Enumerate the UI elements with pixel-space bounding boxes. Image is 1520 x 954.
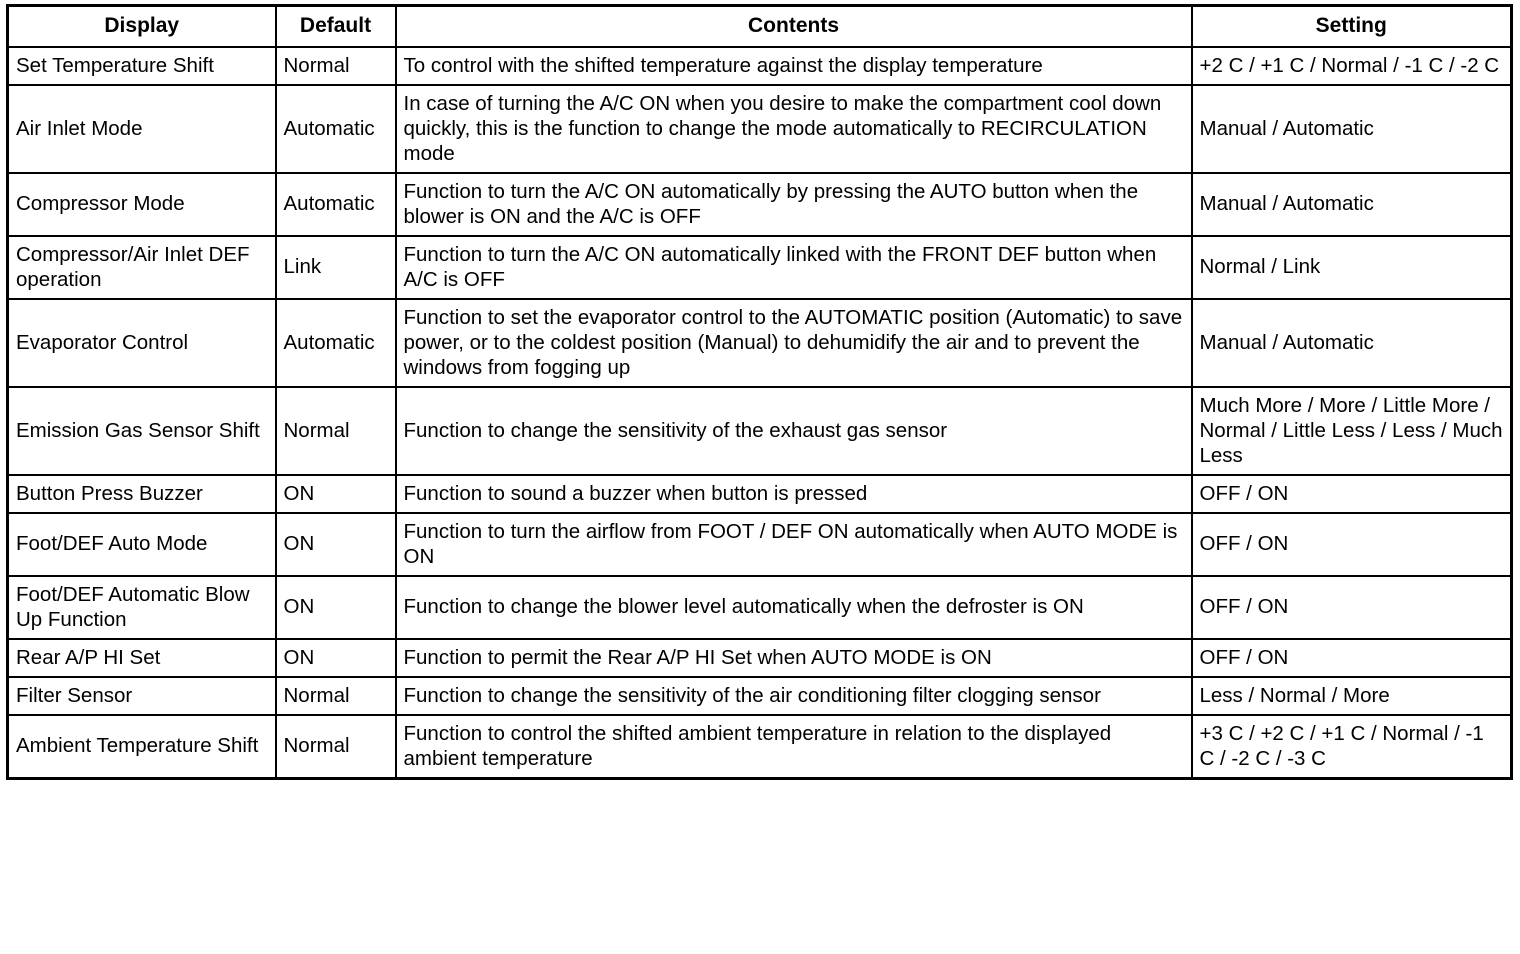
cell-default: ON xyxy=(276,475,396,513)
cell-display: Foot/DEF Auto Mode xyxy=(8,513,276,576)
table-row xyxy=(8,715,1512,779)
cell-setting: +2 C / +1 C / Normal / -1 C / -2 C xyxy=(1192,47,1512,85)
cell-setting: Much More / More / Little More / Normal / Little Less / Less / Much Less xyxy=(1192,387,1512,475)
cell-contents: Function to change the blower level automatically when the defroster is ON xyxy=(396,576,1192,639)
cell-default: Normal xyxy=(276,715,396,779)
table-row xyxy=(8,299,1512,387)
cell-contents: Function to turn the A/C ON automatically by pressing the AUTO button when the blower is ON and the A/C is OFF xyxy=(396,173,1192,236)
cell-setting: OFF / ON xyxy=(1192,639,1512,677)
cell-default: Normal xyxy=(276,677,396,715)
cell-default: ON xyxy=(276,576,396,639)
cell-display: Button Press Buzzer xyxy=(8,475,276,513)
cell-default: Link xyxy=(276,236,396,299)
table-row xyxy=(8,513,1512,576)
cell-default: ON xyxy=(276,513,396,576)
cell-contents: Function to turn the A/C ON automatically linked with the FRONT DEF button when A/C is OFF xyxy=(396,236,1192,299)
column-header-default: Default xyxy=(276,6,396,47)
cell-display: Air Inlet Mode xyxy=(8,85,276,173)
cell-setting: OFF / ON xyxy=(1192,576,1512,639)
cell-default: Automatic xyxy=(276,85,396,173)
cell-default: Automatic xyxy=(276,173,396,236)
table-row xyxy=(8,47,1512,85)
table-body xyxy=(8,47,1512,779)
cell-display: Compressor Mode xyxy=(8,173,276,236)
column-header-contents: Contents xyxy=(396,6,1192,47)
table-header xyxy=(8,6,1512,47)
cell-contents: Function to sound a buzzer when button is pressed xyxy=(396,475,1192,513)
cell-contents: Function to turn the airflow from FOOT / DEF ON automatically when AUTO MODE is ON xyxy=(396,513,1192,576)
cell-contents: To control with the shifted temperature against the display temperature xyxy=(396,47,1192,85)
table-row xyxy=(8,387,1512,475)
cell-contents: In case of turning the A/C ON when you desire to make the compartment cool down quickly, this is the function to change the mode automatically to RECIRCULATION mode xyxy=(396,85,1192,173)
cell-contents: Function to change the sensitivity of the exhaust gas sensor xyxy=(396,387,1192,475)
cell-display: Filter Sensor xyxy=(8,677,276,715)
table-row xyxy=(8,677,1512,715)
cell-display: Ambient Temperature Shift xyxy=(8,715,276,779)
cell-display: Compressor/Air Inlet DEF operation xyxy=(8,236,276,299)
cell-setting: +3 C / +2 C / +1 C / Normal / -1 C / -2 C / -3 C xyxy=(1192,715,1512,779)
cell-display: Foot/DEF Automatic Blow Up Function xyxy=(8,576,276,639)
table-row xyxy=(8,576,1512,639)
cell-default: Automatic xyxy=(276,299,396,387)
cell-display: Emission Gas Sensor Shift xyxy=(8,387,276,475)
table-row xyxy=(8,85,1512,173)
cell-setting: Normal / Link xyxy=(1192,236,1512,299)
cell-setting: OFF / ON xyxy=(1192,475,1512,513)
cell-default: ON xyxy=(276,639,396,677)
column-header-setting: Setting xyxy=(1192,6,1512,47)
column-header-display: Display xyxy=(8,6,276,47)
cell-display: Set Temperature Shift xyxy=(8,47,276,85)
cell-contents: Function to control the shifted ambient temperature in relation to the displayed ambient temperature xyxy=(396,715,1192,779)
cell-contents: Function to change the sensitivity of the air conditioning filter clogging sensor xyxy=(396,677,1192,715)
cell-display: Evaporator Control xyxy=(8,299,276,387)
table-row xyxy=(8,236,1512,299)
cell-setting: Manual / Automatic xyxy=(1192,299,1512,387)
cell-contents: Function to permit the Rear A/P HI Set when AUTO MODE is ON xyxy=(396,639,1192,677)
cell-contents: Function to set the evaporator control to the AUTOMATIC position (Automatic) to save power, or to the coldest position (Manual) to dehumidify the air and to prevent the windows from fogging up xyxy=(396,299,1192,387)
table-row xyxy=(8,173,1512,236)
cell-setting: OFF / ON xyxy=(1192,513,1512,576)
cell-setting: Manual / Automatic xyxy=(1192,173,1512,236)
cell-setting: Manual / Automatic xyxy=(1192,85,1512,173)
table-header-row xyxy=(8,6,1512,47)
cell-setting: Less / Normal / More xyxy=(1192,677,1512,715)
settings-table xyxy=(6,4,1513,780)
table-row xyxy=(8,475,1512,513)
cell-display: Rear A/P HI Set xyxy=(8,639,276,677)
table-row xyxy=(8,639,1512,677)
cell-default: Normal xyxy=(276,47,396,85)
cell-default: Normal xyxy=(276,387,396,475)
